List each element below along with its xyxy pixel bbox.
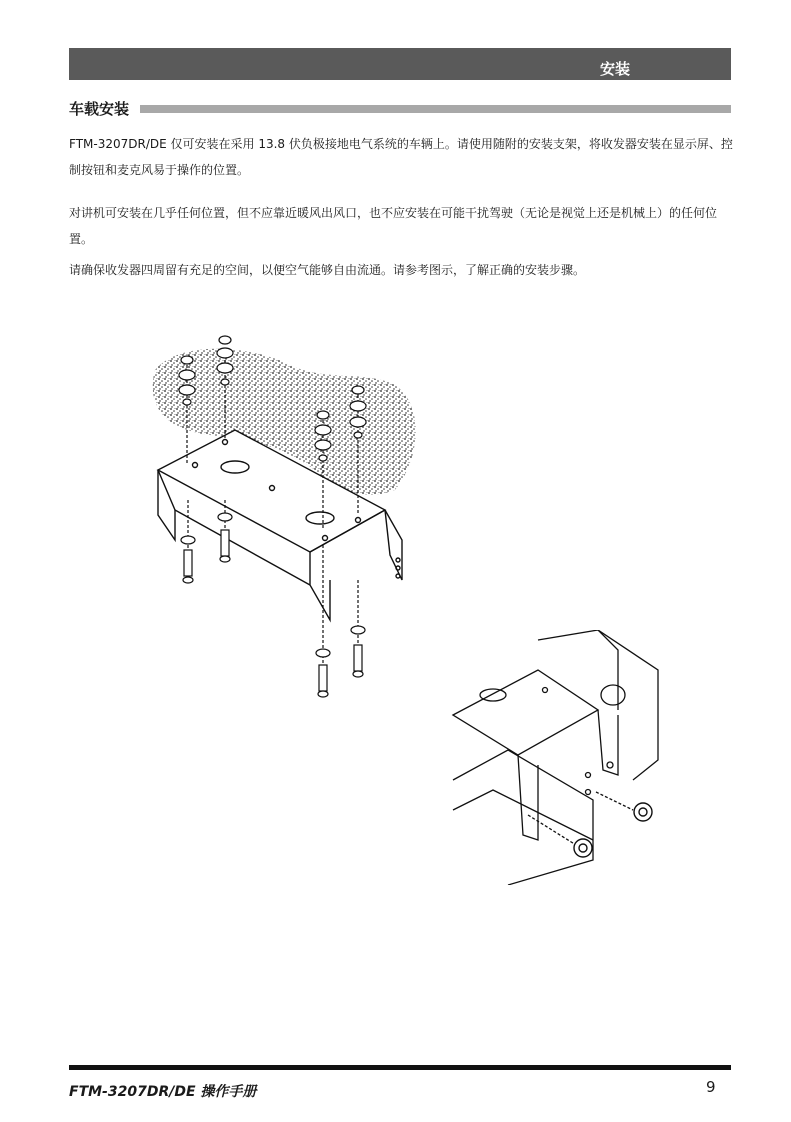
paragraph-location: 对讲机可安装在几乎任何位置，但不应靠近暖风出风口，也不应安装在可能干扰驾驶（无论是视觉上还是机械上）的任何位置。 — [69, 206, 718, 246]
bracket-plate — [453, 670, 598, 755]
footer-rule — [69, 1065, 731, 1070]
paragraph-requirements: FTM-3207DR/DE 仅可安装在采用 13.8 伏负极接地电气系统的车辆上。请使用随附的安装支架，将收发器安装在显示屏、控制按钮和麦克风易于操作的位置。 — [69, 137, 733, 177]
paragraph-ventilation: 请确保收发器四周留有充足的空间，以便空气能够自由流通。请参考图示，了解正确的安装步骤。 — [69, 263, 586, 277]
section-rule — [140, 105, 731, 113]
page-number: 9 — [706, 1078, 716, 1096]
page-section-title: 安装 — [600, 60, 631, 78]
header-bar — [69, 48, 731, 80]
radio-body — [453, 750, 593, 885]
section-title: 车载安装 — [69, 100, 130, 118]
mounting-bolts — [574, 803, 652, 857]
mounting-bracket-diagram — [140, 330, 430, 710]
manual-title: FTM-3207DR/DE 操作手册 — [69, 1084, 257, 1100]
radio-attachment-diagram — [448, 630, 668, 885]
